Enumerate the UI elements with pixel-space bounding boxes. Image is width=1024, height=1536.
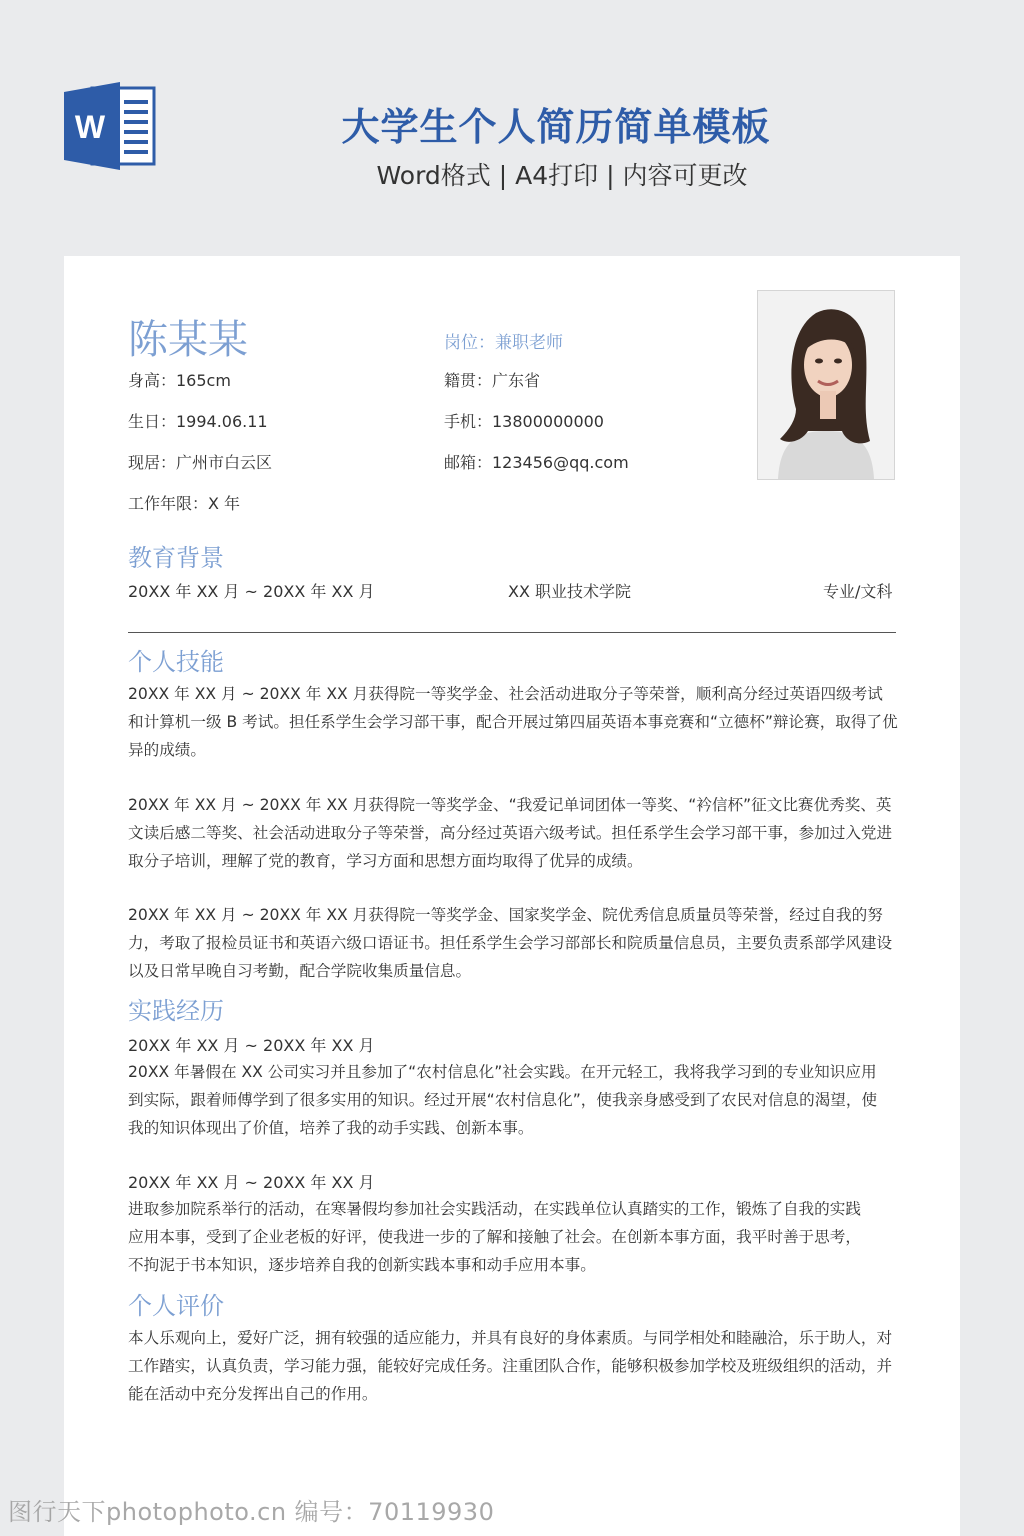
section-title-education: 教育背景 [128,544,224,572]
practice-period: 20XX 年 XX 月 ~ 20XX 年 XX 月 [128,1036,375,1055]
info-height: 身高：165cm [128,371,231,390]
info-work-years: 工作年限：X 年 [128,494,241,513]
candidate-name: 陈某某 [128,317,248,363]
evaluation-text: 本人乐观向上，爱好广泛，拥有较强的适应能力，并具有良好的身体素质。与同学相处和睦融洽，乐于助人，对工作踏实，认真负责，学习能力强，能较好完成任务。注重团队合作，能够积极参加学校及班级组织的活动，并能在活动中充分发挥出自己的作用。 [128,1329,893,1403]
info-birthday: 生日：1994.06.11 [128,412,268,431]
section-divider [128,632,896,633]
profile-photo [757,290,895,480]
info-email: 邮箱：123456@qq.com [444,453,629,472]
practice-period: 20XX 年 XX 月 ~ 20XX 年 XX 月 [128,1173,375,1192]
svg-text:W: W [74,109,106,145]
section-title-evaluation: 个人评价 [128,1292,224,1320]
education-school: XX 职业技术学院 [508,582,632,601]
skills-paragraph: 20XX 年 XX 月 ~ 20XX 年 XX 月获得院一等奖学金、“我爱记单词团体一等奖、“衿信杯”征文比赛优秀奖、英文读后感二等奖、社会活动进取分子等荣誉，高分经过英语六级考试。担任系学生会学习部干事，参加过入党进取分子培训，理解了党的教育，学习方面和思想方面均取得了优异的成绩。 [128,796,893,870]
skills-paragraph: 20XX 年 XX 月 ~ 20XX 年 XX 月获得院一等奖学金、国家奖学金、院优秀信息质量员等荣誉，经过自我的努力，考取了报检员证书和英语六级口语证书。担任系学生会学习部部长和院质量信息员，主要负责系部学风建设以及日常早晚自习考勤，配合学院收集质量信息。 [128,906,893,980]
portrait-illustration [758,291,894,479]
watermark-text: 图行天下photophoto.cn 编号：70119930 [8,1498,495,1526]
education-period: 20XX 年 XX 月 ~ 20XX 年 XX 月 [128,582,375,601]
job-position: 岗位：兼职老师 [444,333,563,353]
info-origin: 籍贯：广东省 [444,371,541,390]
info-phone: 手机：13800000000 [444,412,604,431]
page-subtitle: Word格式 | A4打印 | 内容可更改 [376,161,748,190]
section-title-practice: 实践经历 [128,997,224,1025]
info-residence: 现居：广州市白云区 [128,453,273,472]
page-title: 大学生个人简历简单模板 [341,105,771,149]
practice-description: 20XX 年暑假在 XX 公司实习并且参加了“农村信息化”社会实践。在开元轻工，我将我学习到的专业知识应用到实际，跟着师傅学到了很多实用的知识。经过开展“农村信息化”，使我亲身感受到了农民对信息的渴望，使我的知识体现出了价值，培养了我的动手实践、创新本事。 [128,1063,878,1137]
page-header [0,0,1024,256]
education-major: 专业/文科 [823,582,893,601]
resume-paper [64,256,960,1536]
section-title-skills: 个人技能 [128,648,224,676]
practice-description: 进取参加院系举行的活动，在寒暑假均参加社会实践活动，在实践单位认真踏实的工作，锻炼了自我的实践应用本事，受到了企业老板的好评，使我进一步的了解和接触了社会。在创新本事方面，我平时善于思考，不拘泥于书本知识，逐步培养自我的创新实践本事和动手应用本事。 [128,1200,861,1274]
skills-paragraph: 20XX 年 XX 月 ~ 20XX 年 XX 月获得院一等奖学金、社会活动进取分子等荣誉，顺利高分经过英语四级考试和计算机一级 B 考试。担任系学生会学习部干事，配合开展过第四届英语本事竞赛和“立德杯”辩论赛，取得了优异的成绩。 [128,685,898,759]
